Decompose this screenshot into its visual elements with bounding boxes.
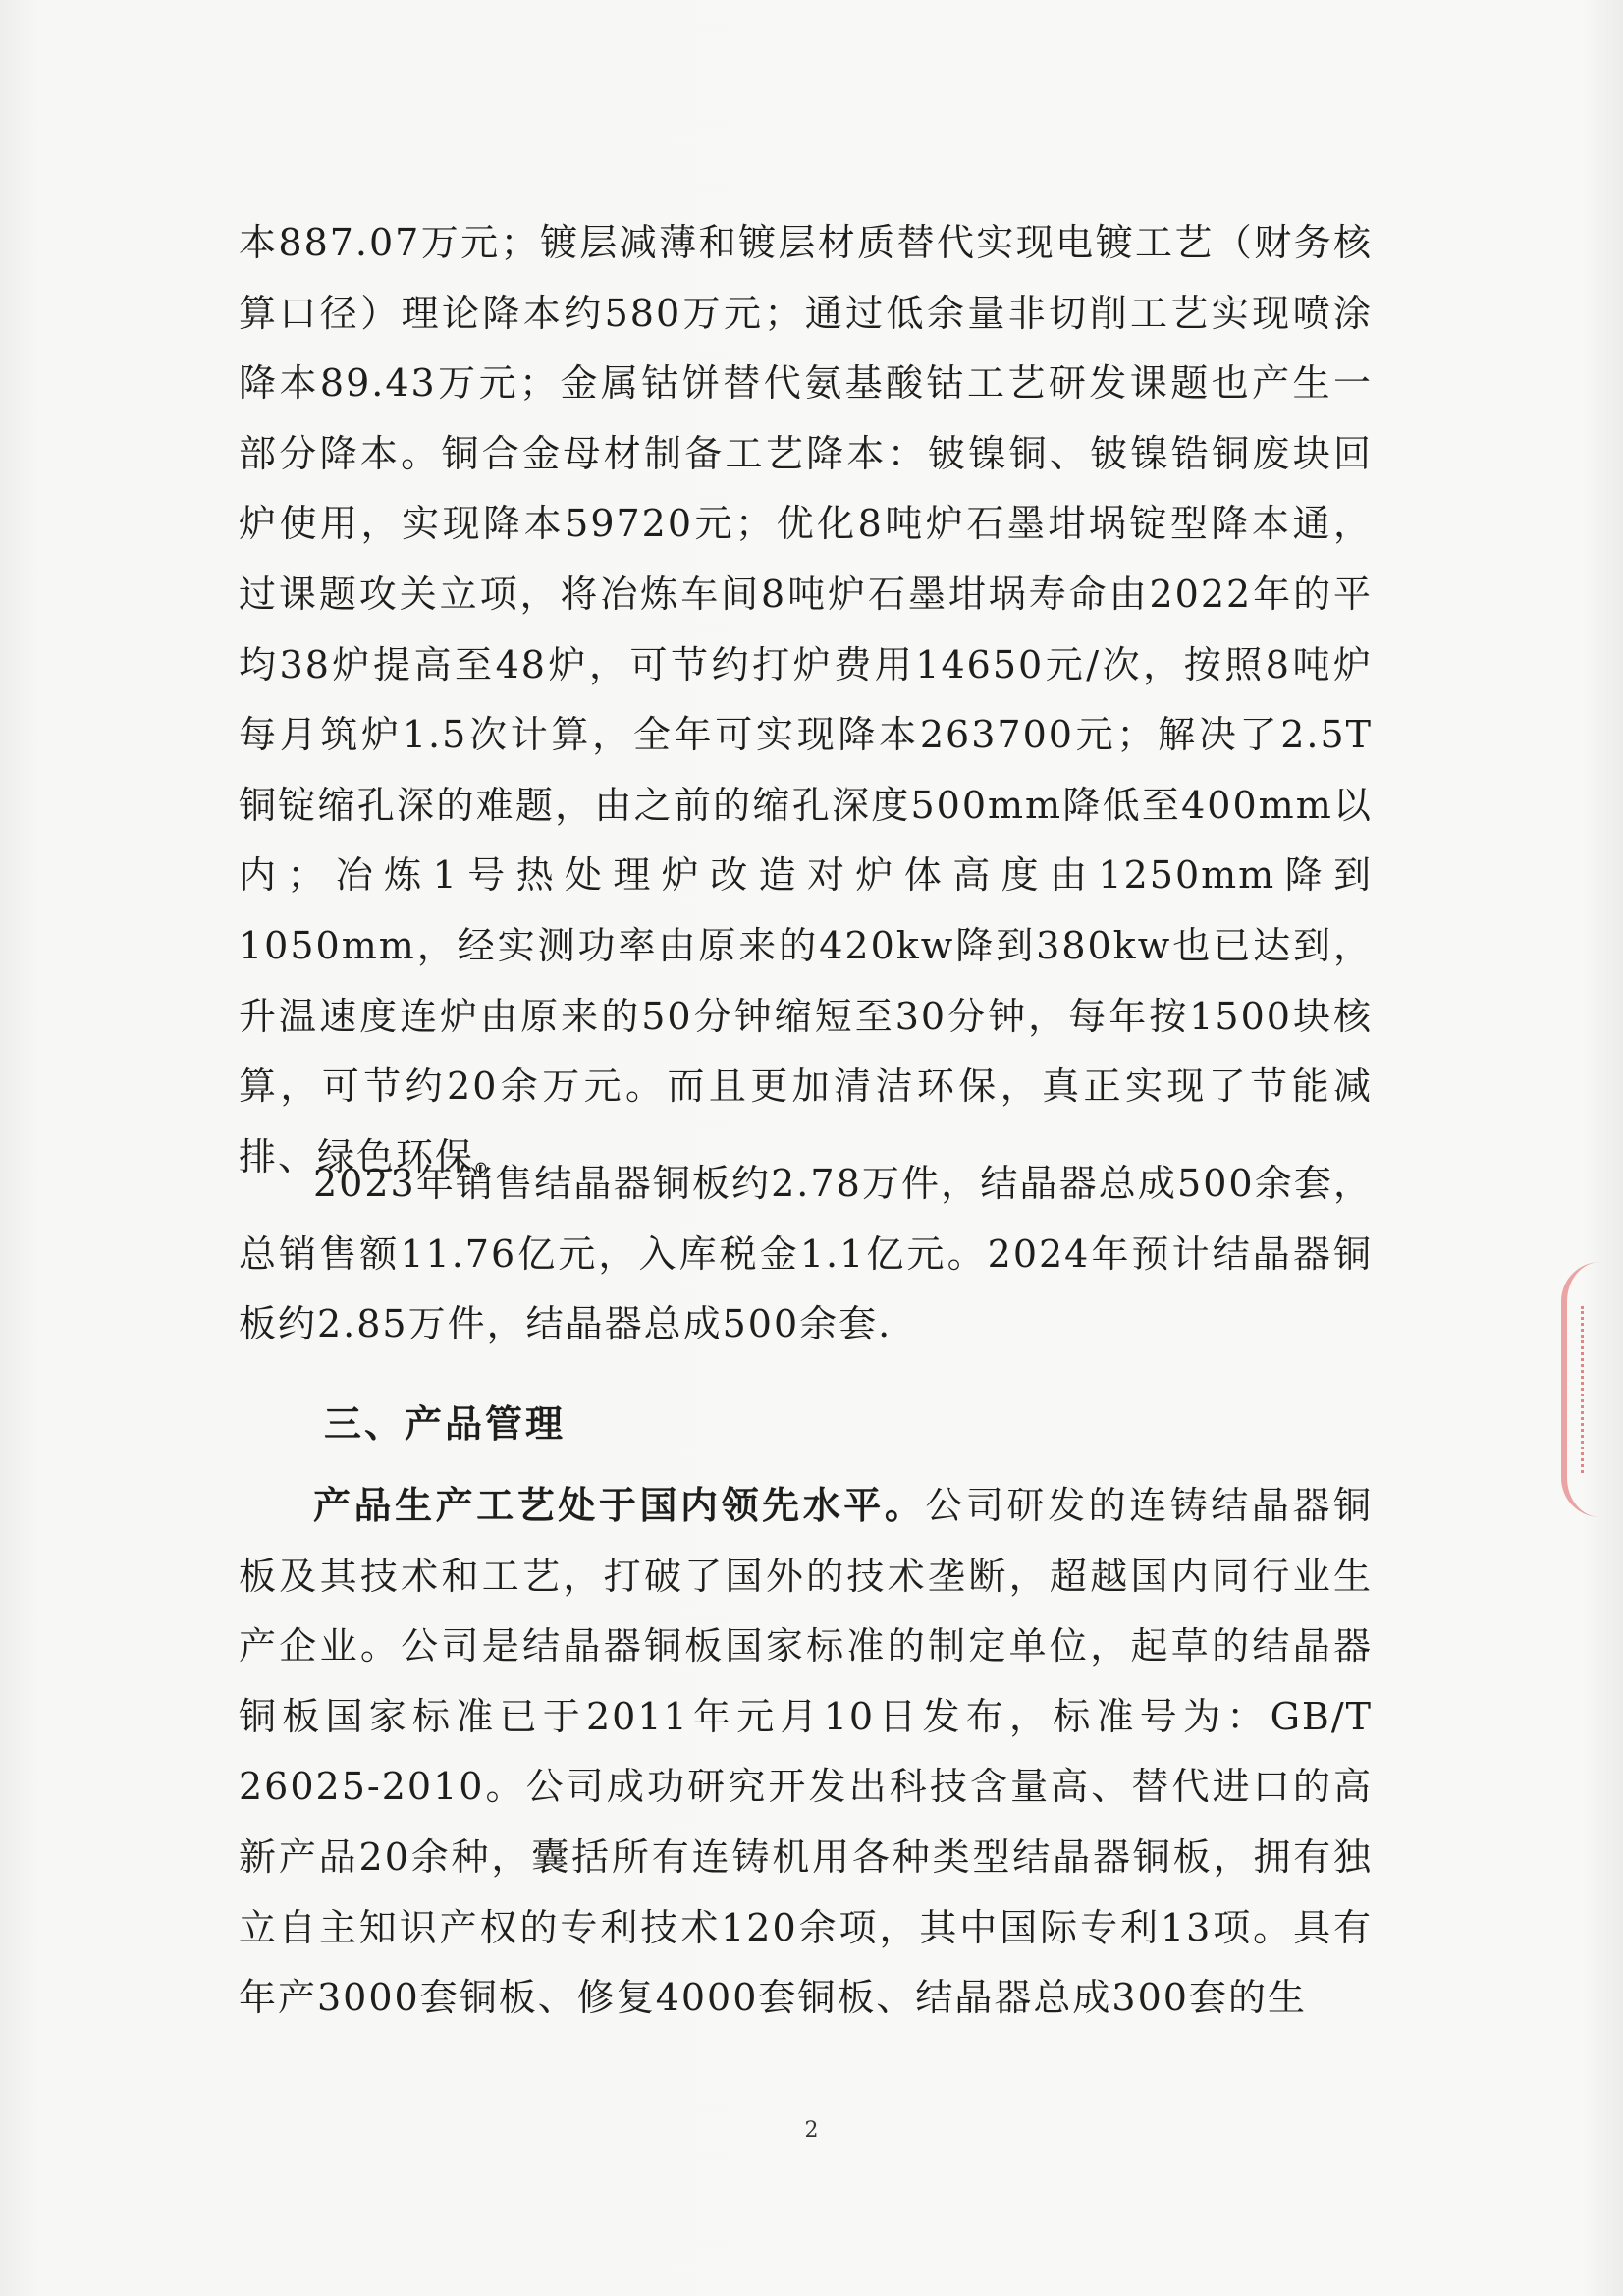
section-heading: 三、产品管理 [324, 1401, 567, 1446]
paragraph-body-text: 公司研发的连铸结晶器铜板及其技术和工艺，打破了国外的技术垄断，超越国内同行业生产企业。公司是结晶器铜板国家标准的制定单位，起草的结晶器铜板国家标准已于2011年元月10日发布，标准号为：GB/T 26025-2010。公司成功研究开发出科技含量高、替代进口的高新产品20余种，囊括所有连铸机用各种类型结晶器铜板，拥有独立自主知识产权的专利技术120余项，其中国际专利13项。具有年产3000套铜板、修复4000套铜板、结晶器总成300套的生 [239, 1484, 1373, 2020]
body-block-2 [239, 1149, 1373, 1360]
paragraph-lead-sentence: 产品生产工艺处于国内领先水平。 [313, 1483, 926, 1527]
body-block-1 [239, 208, 1373, 1192]
seal-stamp-mark [1581, 1306, 1613, 1473]
body-block-3 [239, 1470, 1373, 2034]
paragraph-sales: 2023年销售结晶器铜板约2.78万件，结晶器总成500余套，总销售额11.76亿元，入库税金1.1亿元。2024年预计结晶器铜板约2.85万件，结晶器总成500余套. [239, 1162, 1373, 1346]
paragraph-cost-reduction: 本887.07万元；镀层减薄和镀层材质替代实现电镀工艺（财务核算口径）理论降本约580万元；通过低余量非切削工艺实现喷涂降本89.43万元；金属钴饼替代氨基酸钴工艺研发课题也产生一部分降本。铜合金母材制备工艺降本：铍镍铜、铍镍锆铜废块回炉使用，实现降本59720元；优化8吨炉石墨坩埚锭型降本通，过课题攻关立项，将冶炼车间8吨炉石墨坩埚寿命由2022年的平均38炉提高至48炉，可节约打炉费用14650元/次，按照8吨炉每月筑炉1.5次计算，全年可实现降本263700元；解决了2.5T铜锭缩孔深的难题，由之前的缩孔深度500mm降低至400mm以内；冶炼1号热处理炉改造对炉体高度由1250mm降到1050mm，经实测功率由原来的420kw降到380kw也已达到，升温速度连炉由原来的50分钟缩短至30分钟，每年按1500块核算，可节约20余万元。而且更加清洁环保，真正实现了节能减排、绿色环保。 [239, 221, 1373, 1178]
paragraph-product-management [239, 1470, 1373, 2034]
page-number: 2 [804, 2118, 819, 2143]
